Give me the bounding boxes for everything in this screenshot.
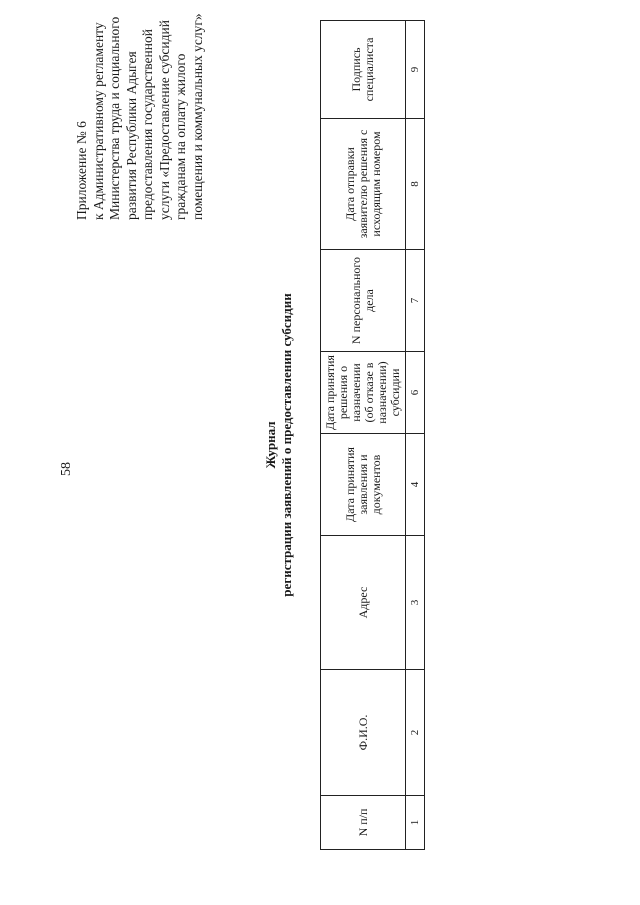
header-cell: Ф.И.О. bbox=[321, 670, 406, 796]
appendix-line: к Административному регламенту bbox=[90, 22, 106, 220]
column-number: 1 bbox=[406, 796, 425, 850]
header-cell: N персонального дела bbox=[321, 250, 406, 352]
registration-journal-table bbox=[320, 20, 425, 850]
column-number: 9 bbox=[406, 21, 425, 119]
page-number: 58 bbox=[59, 462, 74, 476]
appendix-line: услуги «Предоставление субсидий bbox=[156, 20, 172, 220]
appendix-line: помещения и коммунальных услуг» bbox=[189, 13, 205, 220]
appendix-note bbox=[74, 15, 206, 220]
header-cell: Адрес bbox=[321, 536, 406, 670]
document-title bbox=[263, 265, 295, 625]
column-number: 8 bbox=[406, 119, 425, 250]
header-cell: Дата принятия решения о назначении (об отказе в назначении) субсидии bbox=[321, 352, 406, 434]
appendix-line: предоставления государственной bbox=[140, 29, 155, 220]
table-header-row bbox=[321, 21, 406, 850]
column-number: 6 bbox=[406, 352, 425, 434]
header-cell: Подпись специалиста bbox=[321, 21, 406, 119]
appendix-line: гражданам на оплату жилого bbox=[173, 53, 188, 220]
column-number: 3 bbox=[406, 536, 425, 670]
header-cell: N п/п bbox=[321, 796, 406, 850]
header-cell: Дата принятия заявления и документов bbox=[321, 434, 406, 536]
subtitle-line: регистрации заявлений о предоставлении субсидии bbox=[279, 293, 294, 597]
column-number: 2 bbox=[406, 670, 425, 796]
header-cell: Дата отправки заявителю решения с исходящим номером bbox=[321, 119, 406, 250]
appendix-line: развития Республики Адыгея bbox=[123, 51, 139, 220]
column-number: 7 bbox=[406, 250, 425, 352]
column-number: 4 bbox=[406, 434, 425, 536]
appendix-line: Министерства труда и социального bbox=[107, 16, 122, 220]
title-line: Журнал bbox=[263, 421, 278, 469]
column-number-row bbox=[406, 21, 425, 850]
appendix-line: Приложение № 6 bbox=[74, 121, 89, 220]
